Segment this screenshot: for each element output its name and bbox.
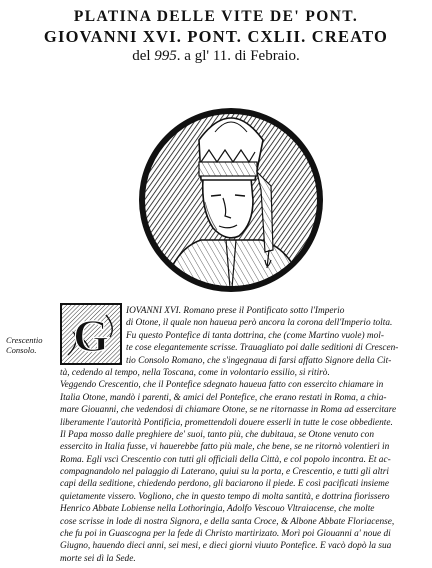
text-line: Roma. Egli vscì Crescentio con tutti gli officiali della Città, e col popolo incontra. Et ac- [60,454,391,465]
text-line: Veggendo Crescentio, che il Pontefice sdegnato haueua fatto con essercito chiamare in [60,380,384,391]
date-day: . a gl' 11. di [176,48,251,64]
text-line: tà, cedendo al tempo, nella Toscana, come in volontario essilio, si ritirò. [60,367,330,378]
drop-cap-letter: G [73,310,109,361]
date-year: 995 [154,48,177,64]
pope-portrait-woodcut [131,100,331,300]
text-line: te cose elegantemente scrisse. Trauagliato poi dalle seditioni di Crescen- [126,343,399,354]
text-line: Giugno, hauendo dieci anni, sei mesi, e dieci giorni viuuto Pontefice. E vacò dopò la sua [60,541,392,552]
text-line: IOVANNI XVI. Romano prese il Pontificato sotto l'Imperio [126,306,345,316]
text-line: tio Consolo Romano, che s'ingegnaua di farsi affatto Signore della Cit- [126,355,392,366]
text-line: Fu questo Pontefice di tanta dottrina, che (come Martino vuole) mol- [126,330,384,341]
text-line: liberamente l'autorità Pontificia, promettendoli douere esserli in tutte le cose obbediente. [60,417,393,428]
biography-text [60,305,424,565]
text-line: quietamente vissero. Vogliono, che in questo tempo di molta santità, e dottrina fiorissero [60,491,390,502]
text-line: che fu poi in Guascogna per la fede di Christo martirizato. Morì poi Giouanni a' noue di [60,529,391,540]
margin-note [6,335,58,355]
date-prefix: del [132,48,155,64]
running-title: PLATINA DELLE VITE DE' PONT. [73,8,359,25]
text-line: di Otone, il quale non haueua però ancora la corona dell'Imperio tolta. [126,318,393,329]
text-line: Henrico Abbate Lobiense nella Lothoringia, Adolfo Vescouo Vltraiacense, che molte [60,504,375,515]
chapter-heading: GIOVANNI XVI. PONT. CXLII. CREATO [43,27,389,46]
text-line: morte sei dì la Sede. [60,553,136,564]
text-line: Italia Otone, mandò i parenti, & amici del Pontefice, che erano restati in Roma, a chia- [60,392,387,403]
text-line: mare Giouanni, che vedendosi di chiamare Otone, se ne ritornasse in Roma ad essercitare [60,405,397,416]
text-line: capi della seditione, chiedendo perdono, gli baciarono il piede. E così pacificati insieme [60,479,390,490]
text-line: cose scrisse in lode di nostra Signora, e della santa Croce, & Albone Abbate Floriacense, [60,516,395,527]
text-line: compagnandolo nel palaggio di Laterano, quiui su la porta, e Crescentio, e tutti gli altri [60,467,389,478]
creation-date-line [0,48,432,65]
date-month: Febraio. [250,48,300,64]
margin-note-line: Crescentio [6,335,43,345]
margin-note-line: Consolo. [6,345,37,355]
text-line: Il Papa mosso dalle preghiere de' suoi, tanto più, che dubitaua, se Otone venuto con [60,429,374,440]
text-line: essercito in Italia fusse, vi hauerebbe fatto più male, che bene, se ne ritornò volentieri in [60,442,390,453]
